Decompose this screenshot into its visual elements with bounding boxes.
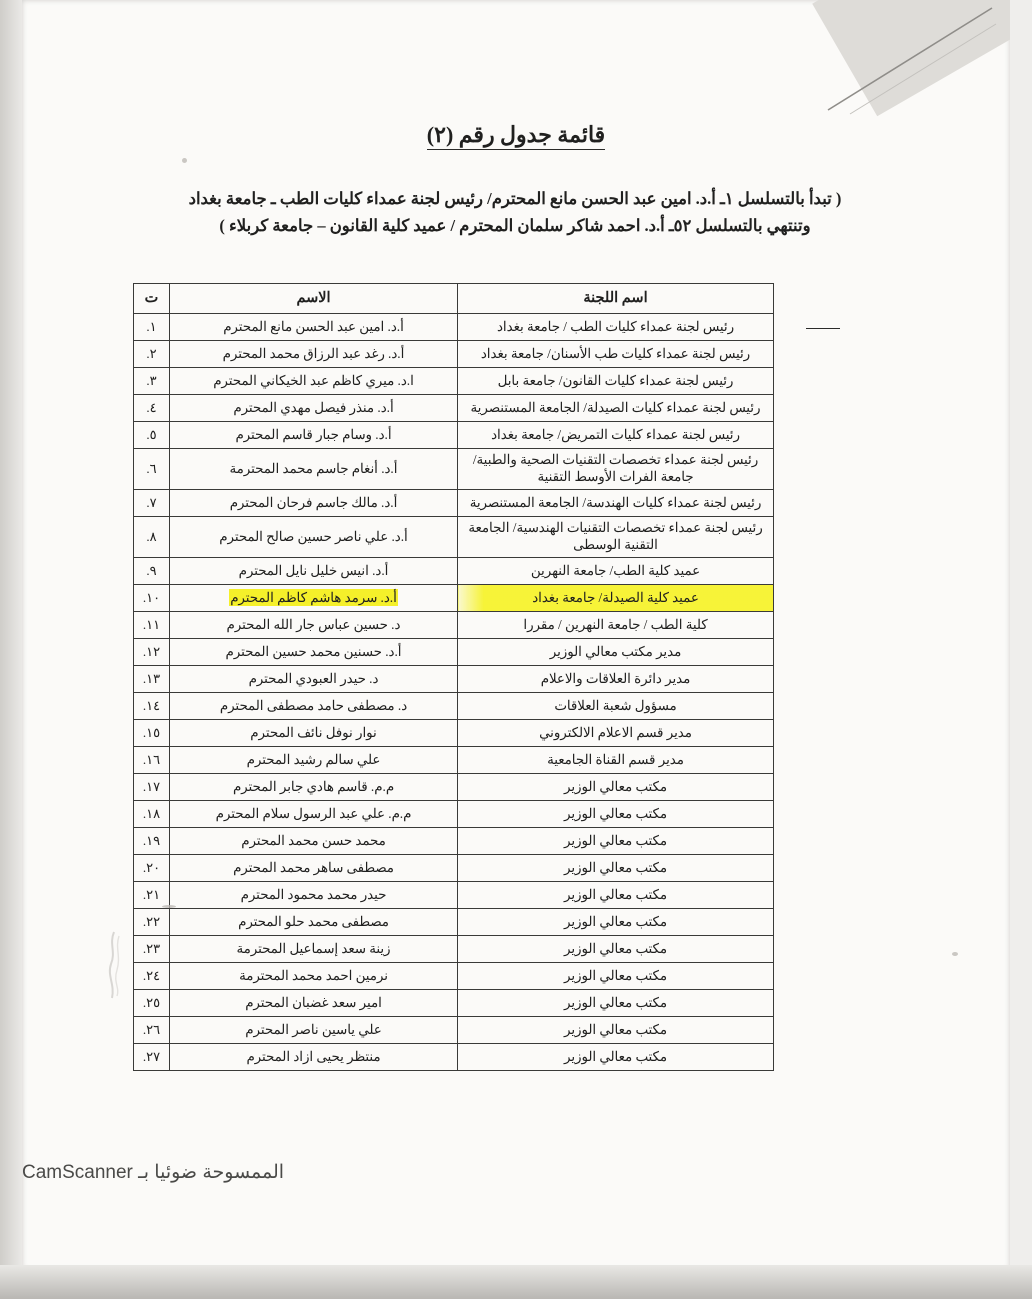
cell-index: ٩. bbox=[134, 558, 170, 585]
cell-index: ٢٧. bbox=[134, 1044, 170, 1071]
table-row bbox=[134, 747, 774, 774]
cell-committee: مكتب معالي الوزير bbox=[458, 774, 774, 801]
cell-name: زينة سعد إسماعيل المحترمة bbox=[170, 936, 458, 963]
cell-committee: مدير قسم القناة الجامعية bbox=[458, 747, 774, 774]
cell-name: د. مصطفى حامد مصطفى المحترم bbox=[170, 693, 458, 720]
cell-name: أ.د. منذر فيصل مهدي المحترم bbox=[170, 395, 458, 422]
cell-committee: مدير قسم الاعلام الالكتروني bbox=[458, 720, 774, 747]
cell-name: د. حيدر العبودي المحترم bbox=[170, 666, 458, 693]
cell-committee: رئيس لجنة عمداء تخصصات التقنيات الهندسية/ الجامعة التقنية الوسطى bbox=[458, 517, 774, 558]
cell-committee: عميد كلية الطب/ جامعة النهرين bbox=[458, 558, 774, 585]
column-header-name: الاسم bbox=[170, 284, 458, 314]
cell-index: ٨. bbox=[134, 517, 170, 558]
cell-committee: رئيس لجنة عمداء كليات التمريض/ جامعة بغداد bbox=[458, 422, 774, 449]
page-smudge-mark bbox=[102, 930, 128, 1000]
cell-name: منتظر يحيى ازاد المحترم bbox=[170, 1044, 458, 1071]
cell-committee: مكتب معالي الوزير bbox=[458, 936, 774, 963]
cell-committee: مكتب معالي الوزير bbox=[458, 909, 774, 936]
cell-name: نوار نوفل نائف المحترم bbox=[170, 720, 458, 747]
cell-name: أ.د. امين عبد الحسن مانع المحترم bbox=[170, 314, 458, 341]
cell-committee: مكتب معالي الوزير bbox=[458, 963, 774, 990]
cell-committee: مكتب معالي الوزير bbox=[458, 855, 774, 882]
cell-index: ٣. bbox=[134, 368, 170, 395]
cell-index: ٥. bbox=[134, 422, 170, 449]
intro-paragraph bbox=[135, 185, 895, 239]
table-row bbox=[134, 882, 774, 909]
intro-line-2: وتنتهي بالتسلسل ٥٢ـ أ.د. احمد شاكر سلمان المحترم / عميد كلية القانون – جامعة كربلاء ) bbox=[219, 216, 811, 236]
cell-committee: مدير مكتب معالي الوزير bbox=[458, 639, 774, 666]
dust-speck bbox=[162, 905, 176, 908]
table-row bbox=[134, 693, 774, 720]
document-body bbox=[22, 0, 1010, 1270]
page-title bbox=[22, 122, 1010, 148]
cell-committee: مكتب معالي الوزير bbox=[458, 1044, 774, 1071]
cell-index: ١. bbox=[134, 314, 170, 341]
column-header-index: ت bbox=[134, 284, 170, 314]
table-header-row bbox=[134, 284, 774, 314]
column-header-committee: اسم اللجنة bbox=[458, 284, 774, 314]
cell-name: مصطفى ساهر محمد المحترم bbox=[170, 855, 458, 882]
table-row bbox=[134, 341, 774, 368]
cell-index: ١٧. bbox=[134, 774, 170, 801]
scanner-watermark-text: الممسوحة ضوئيا بـ CamScanner bbox=[22, 1162, 285, 1183]
cell-index: ٢٠. bbox=[134, 855, 170, 882]
table-row bbox=[134, 774, 774, 801]
cell-name bbox=[170, 585, 458, 612]
cell-index: ١٤. bbox=[134, 693, 170, 720]
cell-committee: مكتب معالي الوزير bbox=[458, 1017, 774, 1044]
table-row bbox=[134, 368, 774, 395]
cell-committee: مسؤول شعبة العلاقات bbox=[458, 693, 774, 720]
cell-index: ٢٦. bbox=[134, 1017, 170, 1044]
cell-committee: رئيس لجنة عمداء كليات طب الأسنان/ جامعة بغداد bbox=[458, 341, 774, 368]
table-row bbox=[134, 314, 774, 341]
cell-committee: رئيس لجنة عمداء كليات القانون/ جامعة بابل bbox=[458, 368, 774, 395]
table-row bbox=[134, 801, 774, 828]
page-edge-shadow-bottom bbox=[0, 1265, 1032, 1299]
cell-index: ٦. bbox=[134, 449, 170, 490]
cell-index: ١٥. bbox=[134, 720, 170, 747]
table-row bbox=[134, 639, 774, 666]
highlighted-name: أ.د. سرمد هاشم كاظم المحترم bbox=[230, 589, 397, 605]
table-row bbox=[134, 517, 774, 558]
cell-committee: مكتب معالي الوزير bbox=[458, 828, 774, 855]
table-row bbox=[134, 909, 774, 936]
cell-name: أ.د. وسام جبار قاسم المحترم bbox=[170, 422, 458, 449]
cell-index: ٢٢. bbox=[134, 909, 170, 936]
cell-committee: رئيس لجنة عمداء كليات الهندسة/ الجامعة المستنصرية bbox=[458, 490, 774, 517]
cell-name: أ.د. رغد عبد الرزاق محمد المحترم bbox=[170, 341, 458, 368]
table-row bbox=[134, 963, 774, 990]
cell-name: امير سعد غضبان المحترم bbox=[170, 990, 458, 1017]
cell-index: ١٨. bbox=[134, 801, 170, 828]
cell-index: ١١. bbox=[134, 612, 170, 639]
cell-index: ١٩. bbox=[134, 828, 170, 855]
cell-name: حيدر محمد محمود المحترم bbox=[170, 882, 458, 909]
table-row bbox=[134, 828, 774, 855]
table-row bbox=[134, 558, 774, 585]
table-row bbox=[134, 1044, 774, 1071]
cell-name: م.م. علي عبد الرسول سلام المحترم bbox=[170, 801, 458, 828]
cell-index: ٤. bbox=[134, 395, 170, 422]
dust-speck bbox=[182, 158, 187, 163]
cell-committee: عميد كلية الصيدلة/ جامعة بغداد bbox=[458, 585, 774, 612]
paper-sheet bbox=[22, 0, 1010, 1270]
table-row bbox=[134, 395, 774, 422]
scanner-watermark bbox=[22, 1161, 1010, 1184]
table-row bbox=[134, 490, 774, 517]
table-row bbox=[134, 936, 774, 963]
cell-name: أ.د. حسنين محمد حسين المحترم bbox=[170, 639, 458, 666]
table-body bbox=[134, 314, 774, 1071]
cell-committee: مكتب معالي الوزير bbox=[458, 990, 774, 1017]
table-row bbox=[134, 585, 774, 612]
cell-name: علي سالم رشيد المحترم bbox=[170, 747, 458, 774]
dust-speck bbox=[952, 952, 958, 956]
cell-index: ٢. bbox=[134, 341, 170, 368]
cell-committee: رئيس لجنة عمداء كليات الصيدلة/ الجامعة المستنصرية bbox=[458, 395, 774, 422]
cell-committee: مكتب معالي الوزير bbox=[458, 801, 774, 828]
table-row bbox=[134, 855, 774, 882]
cell-index: ٧. bbox=[134, 490, 170, 517]
committee-table bbox=[133, 283, 774, 1071]
cell-name: نرمين احمد محمد المحترمة bbox=[170, 963, 458, 990]
intro-line-1: ( تبدأ بالتسلسل ١ـ أ.د. امين عبد الحسن مانع المحترم/ رئيس لجنة عمداء كليات الطب ـ جامعة بغداد bbox=[188, 189, 842, 208]
cell-index: ٢٤. bbox=[134, 963, 170, 990]
page-title-text: قائمة جدول رقم (٢) bbox=[427, 122, 605, 150]
cell-name: أ.د. مالك جاسم فرحان المحترم bbox=[170, 490, 458, 517]
cell-index: ١٦. bbox=[134, 747, 170, 774]
cell-name: ا.د. ميري كاظم عبد الخيكاني المحترم bbox=[170, 368, 458, 395]
cell-name: مصطفى محمد حلو المحترم bbox=[170, 909, 458, 936]
cell-name: محمد حسن محمد المحترم bbox=[170, 828, 458, 855]
cell-index: ٢٥. bbox=[134, 990, 170, 1017]
table-row bbox=[134, 449, 774, 490]
cell-name: أ.د. انيس خليل نايل المحترم bbox=[170, 558, 458, 585]
cell-index: ٢١. bbox=[134, 882, 170, 909]
table-row bbox=[134, 612, 774, 639]
cell-index: ١٣. bbox=[134, 666, 170, 693]
table-row bbox=[134, 422, 774, 449]
cell-index: ١٢. bbox=[134, 639, 170, 666]
cell-name: م.م. قاسم هادي جابر المحترم bbox=[170, 774, 458, 801]
cell-index: ٢٣. bbox=[134, 936, 170, 963]
cell-committee: رئيس لجنة عمداء تخصصات التقنيات الصحية والطبية/ جامعة الفرات الأوسط التقنية bbox=[458, 449, 774, 490]
table-row bbox=[134, 720, 774, 747]
table-row bbox=[134, 666, 774, 693]
cell-name: د. حسين عباس جار الله المحترم bbox=[170, 612, 458, 639]
cell-name: علي ياسين ناصر المحترم bbox=[170, 1017, 458, 1044]
cell-committee: مكتب معالي الوزير bbox=[458, 882, 774, 909]
cell-committee: رئيس لجنة عمداء كليات الطب / جامعة بغداد bbox=[458, 314, 774, 341]
cell-index: ١٠. bbox=[134, 585, 170, 612]
cell-name: أ.د. أنغام جاسم محمد المحترمة bbox=[170, 449, 458, 490]
table-row bbox=[134, 990, 774, 1017]
margin-pen-mark bbox=[806, 328, 840, 329]
cell-committee: كلية الطب / جامعة النهرين / مقررا bbox=[458, 612, 774, 639]
cell-committee: مدير دائرة العلاقات والاعلام bbox=[458, 666, 774, 693]
table-row bbox=[134, 1017, 774, 1044]
cell-name: أ.د. علي ناصر حسين صالح المحترم bbox=[170, 517, 458, 558]
